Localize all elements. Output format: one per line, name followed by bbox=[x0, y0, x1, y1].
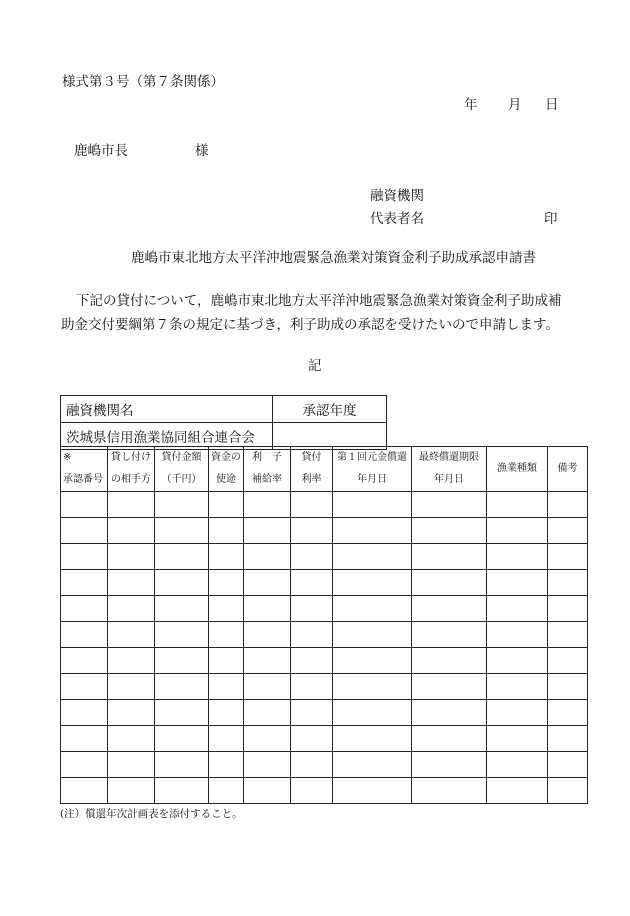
table-cell[interactable] bbox=[108, 726, 155, 752]
seal-label: 印 bbox=[544, 211, 558, 227]
column-header-loan-amount bbox=[155, 447, 209, 492]
table-cell[interactable] bbox=[244, 726, 291, 752]
table-cell[interactable] bbox=[108, 700, 155, 726]
table-cell[interactable] bbox=[333, 778, 412, 804]
table-cell[interactable] bbox=[209, 726, 244, 752]
table-cell[interactable] bbox=[209, 674, 244, 700]
table-cell[interactable] bbox=[61, 726, 108, 752]
column-header-first-repayment-date bbox=[333, 447, 412, 492]
column-header-line: 最終償還期限 bbox=[419, 452, 479, 463]
table-cell[interactable] bbox=[548, 492, 588, 518]
table-cell[interactable] bbox=[412, 596, 487, 622]
table-cell[interactable] bbox=[487, 700, 548, 726]
table-cell[interactable] bbox=[487, 648, 548, 674]
table-cell[interactable] bbox=[155, 492, 209, 518]
column-header-line: 補給率 bbox=[252, 474, 282, 485]
table-cell[interactable] bbox=[244, 700, 291, 726]
table-cell[interactable] bbox=[61, 674, 108, 700]
table-cell[interactable] bbox=[61, 752, 108, 778]
table-cell[interactable] bbox=[155, 726, 209, 752]
table-cell[interactable] bbox=[209, 518, 244, 544]
table-cell[interactable] bbox=[108, 492, 155, 518]
institution-label: 融資機関 bbox=[370, 188, 424, 204]
table-cell[interactable] bbox=[548, 570, 588, 596]
table-row bbox=[61, 778, 588, 804]
table-cell[interactable] bbox=[333, 674, 412, 700]
table-cell[interactable] bbox=[291, 700, 333, 726]
table-cell[interactable] bbox=[548, 544, 588, 570]
table-cell[interactable] bbox=[209, 596, 244, 622]
column-header-line: 漁業種類 bbox=[497, 463, 537, 474]
table-cell[interactable] bbox=[412, 648, 487, 674]
table-row bbox=[61, 726, 588, 752]
column-header-line: 貸し付け bbox=[111, 452, 151, 463]
table-cell[interactable] bbox=[333, 648, 412, 674]
table-cell[interactable] bbox=[155, 648, 209, 674]
table-cell[interactable] bbox=[548, 674, 588, 700]
table-cell[interactable] bbox=[291, 726, 333, 752]
column-header-line: 年月日 bbox=[357, 474, 387, 485]
table-cell[interactable] bbox=[333, 752, 412, 778]
column-header-line: （千円） bbox=[161, 474, 202, 485]
table-cell[interactable] bbox=[155, 778, 209, 804]
table-cell[interactable] bbox=[61, 778, 108, 804]
column-header-line: 貸付 bbox=[301, 452, 322, 463]
table-cell[interactable] bbox=[412, 570, 487, 596]
table-cell[interactable] bbox=[209, 700, 244, 726]
table-cell[interactable] bbox=[108, 752, 155, 778]
table-cell[interactable] bbox=[333, 544, 412, 570]
column-header-approval-number bbox=[61, 447, 108, 492]
table-cell[interactable] bbox=[291, 674, 333, 700]
column-header-line: 備考 bbox=[557, 463, 578, 474]
table-cell[interactable] bbox=[412, 778, 487, 804]
table-row bbox=[61, 492, 588, 518]
loan-table bbox=[60, 446, 588, 804]
table-cell[interactable] bbox=[209, 622, 244, 648]
table-cell[interactable] bbox=[412, 518, 487, 544]
table-cell[interactable] bbox=[548, 726, 588, 752]
table-cell[interactable] bbox=[548, 518, 588, 544]
addressee-honorific: 様 bbox=[195, 143, 209, 159]
table-cell[interactable] bbox=[487, 570, 548, 596]
table-row bbox=[61, 570, 588, 596]
table-cell[interactable] bbox=[412, 700, 487, 726]
column-header-loan-rate bbox=[291, 447, 333, 492]
table-cell[interactable] bbox=[108, 570, 155, 596]
table-cell[interactable] bbox=[244, 622, 291, 648]
table-cell[interactable] bbox=[291, 570, 333, 596]
document-title: 鹿嶋市東北地方太平洋沖地震緊急漁業対策資金利子助成承認申請書 bbox=[131, 250, 536, 266]
table-cell[interactable] bbox=[487, 544, 548, 570]
table-cell[interactable] bbox=[487, 674, 548, 700]
table-cell[interactable] bbox=[155, 622, 209, 648]
table-cell[interactable] bbox=[291, 622, 333, 648]
table-cell[interactable] bbox=[412, 674, 487, 700]
column-header-borrower bbox=[108, 447, 155, 492]
table-cell[interactable] bbox=[291, 752, 333, 778]
table-cell[interactable] bbox=[108, 674, 155, 700]
table-cell[interactable] bbox=[155, 544, 209, 570]
table-row bbox=[61, 622, 588, 648]
table-cell[interactable] bbox=[291, 648, 333, 674]
addressee: 鹿嶋市長 bbox=[74, 143, 128, 159]
table-cell[interactable] bbox=[487, 492, 548, 518]
table-cell[interactable] bbox=[244, 570, 291, 596]
column-header-interest-subsidy-rate bbox=[244, 447, 291, 492]
table-cell[interactable] bbox=[155, 700, 209, 726]
column-header-line: 承認番号 bbox=[63, 474, 103, 485]
table-cell[interactable] bbox=[61, 492, 108, 518]
table-cell[interactable] bbox=[155, 674, 209, 700]
table-row bbox=[61, 596, 588, 622]
table-cell[interactable] bbox=[487, 778, 548, 804]
table-row bbox=[61, 518, 588, 544]
table-cell[interactable] bbox=[333, 622, 412, 648]
table-cell[interactable] bbox=[291, 544, 333, 570]
table-row bbox=[61, 752, 588, 778]
column-header-line: 使途 bbox=[216, 474, 236, 485]
institution-header: 融資機関名 bbox=[61, 396, 273, 423]
table-cell[interactable] bbox=[548, 622, 588, 648]
table-cell[interactable] bbox=[487, 518, 548, 544]
table-cell[interactable] bbox=[155, 752, 209, 778]
table-cell[interactable] bbox=[61, 648, 108, 674]
table-cell[interactable] bbox=[548, 752, 588, 778]
table-cell[interactable] bbox=[412, 544, 487, 570]
table-cell[interactable] bbox=[61, 700, 108, 726]
column-header-line: ※ bbox=[63, 452, 72, 463]
table-cell[interactable] bbox=[487, 752, 548, 778]
column-header-line: 第１回元金償還 bbox=[337, 452, 407, 463]
column-header-line: の相手方 bbox=[111, 474, 151, 485]
table-cell[interactable] bbox=[333, 492, 412, 518]
institution-value: 茨城県信用漁業協同組合連合会 bbox=[61, 423, 273, 450]
form-number: 様式第３号（第７条関係） bbox=[62, 74, 224, 90]
column-header-line: 利 子 bbox=[252, 452, 282, 463]
date-year-label: 年 bbox=[464, 97, 478, 113]
column-header-remarks bbox=[548, 447, 588, 492]
table-cell[interactable] bbox=[61, 544, 108, 570]
table-cell[interactable] bbox=[244, 674, 291, 700]
table-cell[interactable] bbox=[108, 544, 155, 570]
column-header-line: 貸付金額 bbox=[161, 452, 202, 463]
body-text-line-2: 助金交付要綱第７条の規定に基づき，利子助成の承認を受けたいので申請します。 bbox=[61, 317, 559, 333]
table-cell[interactable] bbox=[333, 700, 412, 726]
table-cell[interactable] bbox=[209, 570, 244, 596]
table-cell[interactable] bbox=[487, 596, 548, 622]
column-header-line: 年月日 bbox=[434, 474, 464, 485]
table-cell[interactable] bbox=[61, 622, 108, 648]
table-cell[interactable] bbox=[487, 622, 548, 648]
table-cell[interactable] bbox=[291, 778, 333, 804]
table-cell[interactable] bbox=[209, 492, 244, 518]
note-text: (注）償還年次計画表を添付すること。 bbox=[60, 808, 243, 820]
table-cell[interactable] bbox=[108, 518, 155, 544]
table-cell[interactable] bbox=[333, 570, 412, 596]
approval-year-header: 承認年度 bbox=[273, 396, 387, 423]
table-cell[interactable] bbox=[548, 648, 588, 674]
table-cell[interactable] bbox=[209, 544, 244, 570]
table-cell[interactable] bbox=[412, 622, 487, 648]
table-cell[interactable] bbox=[244, 648, 291, 674]
table-cell[interactable] bbox=[244, 752, 291, 778]
table-cell[interactable] bbox=[244, 518, 291, 544]
table-cell[interactable] bbox=[209, 648, 244, 674]
table-cell[interactable] bbox=[412, 492, 487, 518]
institution-table bbox=[60, 395, 387, 450]
table-cell[interactable] bbox=[244, 778, 291, 804]
table-cell[interactable] bbox=[548, 596, 588, 622]
table-cell[interactable] bbox=[291, 492, 333, 518]
table-cell[interactable] bbox=[209, 778, 244, 804]
table-cell[interactable] bbox=[333, 726, 412, 752]
table-cell[interactable] bbox=[108, 648, 155, 674]
table-cell[interactable] bbox=[333, 596, 412, 622]
table-cell[interactable] bbox=[548, 700, 588, 726]
date-day-label: 日 bbox=[545, 97, 559, 113]
column-header-line: 利率 bbox=[301, 474, 322, 485]
table-cell[interactable] bbox=[61, 518, 108, 544]
table-cell[interactable] bbox=[108, 622, 155, 648]
table-cell[interactable] bbox=[155, 596, 209, 622]
column-header-final-repayment-deadline bbox=[412, 447, 487, 492]
table-cell[interactable] bbox=[412, 752, 487, 778]
table-row bbox=[61, 700, 588, 726]
table-header-row bbox=[61, 447, 588, 492]
table-cell[interactable] bbox=[61, 596, 108, 622]
table-cell[interactable] bbox=[108, 596, 155, 622]
table-row bbox=[61, 544, 588, 570]
representative-label: 代表者名 bbox=[370, 211, 424, 227]
table-cell[interactable] bbox=[548, 778, 588, 804]
table-row bbox=[61, 648, 588, 674]
table-cell[interactable] bbox=[209, 752, 244, 778]
table-cell[interactable] bbox=[487, 726, 548, 752]
table-cell[interactable] bbox=[291, 518, 333, 544]
table-cell[interactable] bbox=[108, 778, 155, 804]
table-cell[interactable] bbox=[244, 596, 291, 622]
table-cell[interactable] bbox=[291, 596, 333, 622]
table-cell[interactable] bbox=[412, 726, 487, 752]
table-cell[interactable] bbox=[61, 570, 108, 596]
table-cell[interactable] bbox=[244, 544, 291, 570]
column-header-fund-use bbox=[209, 447, 244, 492]
date-month-label: 月 bbox=[508, 97, 522, 113]
table-cell[interactable] bbox=[155, 570, 209, 596]
column-header-fishery-type bbox=[487, 447, 548, 492]
table-cell[interactable] bbox=[333, 518, 412, 544]
ki-label: 記 bbox=[308, 358, 322, 374]
table-cell[interactable] bbox=[244, 492, 291, 518]
column-header-line: 資金の bbox=[211, 452, 241, 463]
table-cell[interactable] bbox=[155, 518, 209, 544]
body-text-line-1: 下記の貸付について，鹿嶋市東北地方太平洋沖地震緊急漁業対策資金利子助成補 bbox=[76, 293, 562, 309]
table-row bbox=[61, 674, 588, 700]
